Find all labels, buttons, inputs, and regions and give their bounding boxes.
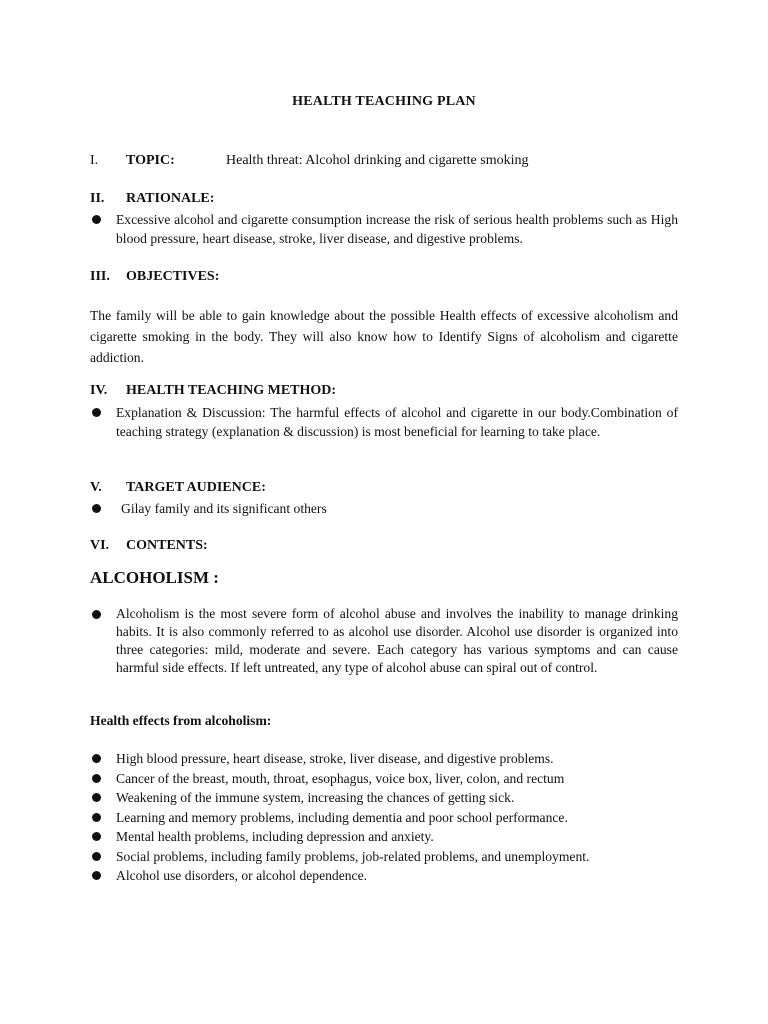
list-item: Weakening of the immune system, increasing the chances of getting sick. bbox=[90, 788, 690, 808]
rationale-text: Excessive alcohol and cigarette consumption increase the risk of serious health problems such as High blood pressure, heart disease, stroke, liver disease, and digestive problems. bbox=[116, 212, 678, 246]
bullet-icon bbox=[92, 774, 101, 783]
topic-number: I. bbox=[90, 153, 99, 168]
document-title: HEALTH TEACHING PLAN bbox=[292, 94, 476, 109]
alcoholism-text: Alcoholism is the most severe form of alcohol abuse and involves the inability to manage drinking habits. It is also commonly referred to as alcohol use disorder. Alcohol use disorder is organized into three categories: mild, moderate and severe. Each category has various symptoms and can cause harmful side effects. If left untreated, any type of alcohol abuse can spiral out of control. bbox=[116, 606, 678, 675]
effects-heading: Health effects from alcoholism: bbox=[90, 713, 272, 728]
list-item: High blood pressure, heart disease, stroke, liver disease, and digestive problems. bbox=[90, 749, 690, 769]
list-item: Social problems, including family problems, job-related problems, and unemployment. bbox=[90, 847, 690, 867]
objectives-number: III. bbox=[90, 269, 110, 284]
bullet-icon bbox=[92, 754, 101, 763]
method-bullet bbox=[90, 403, 678, 441]
objectives-heading bbox=[90, 269, 219, 285]
list-item: Cancer of the breast, mouth, throat, esophagus, voice box, liver, colon, and rectum bbox=[90, 769, 690, 789]
topic-label: TOPIC: bbox=[126, 153, 175, 168]
bullet-icon bbox=[92, 813, 101, 822]
method-number: IV. bbox=[90, 383, 108, 398]
list-item: Learning and memory problems, including dementia and poor school performance. bbox=[90, 808, 690, 828]
audience-bullet bbox=[90, 499, 678, 518]
topic-value: Health threat: Alcohol drinking and cigarette smoking bbox=[226, 153, 529, 168]
bullet-icon bbox=[92, 504, 101, 513]
alcoholism-heading: ALCOHOLISM : bbox=[90, 568, 219, 587]
rationale-label: RATIONALE: bbox=[126, 191, 215, 206]
method-heading bbox=[90, 383, 336, 399]
objectives-label: OBJECTIVES: bbox=[126, 269, 220, 284]
list-item: Mental health problems, including depression and anxiety. bbox=[90, 827, 690, 847]
alcoholism-bullet bbox=[90, 605, 678, 677]
bullet-icon bbox=[92, 610, 101, 619]
bullet-icon bbox=[92, 408, 101, 417]
rationale-number: II. bbox=[90, 191, 105, 206]
bullet-icon bbox=[92, 852, 101, 861]
contents-number: VI. bbox=[90, 538, 110, 553]
rationale-bullet bbox=[90, 210, 678, 248]
audience-number: V. bbox=[90, 480, 102, 495]
bullet-icon bbox=[92, 793, 101, 802]
rationale-heading bbox=[90, 191, 214, 207]
method-text: Explanation & Discussion: The harmful effects of alcohol and cigarette in our body.Combination of teaching strategy (explanation & discussion) is most beneficial for learning to take place. bbox=[116, 405, 678, 439]
contents-label: CONTENTS: bbox=[126, 538, 208, 553]
list-item: Alcohol use disorders, or alcohol dependence. bbox=[90, 866, 690, 886]
audience-label: TARGET AUDIENCE: bbox=[126, 480, 266, 495]
bullet-icon bbox=[92, 215, 101, 224]
method-label: HEALTH TEACHING METHOD: bbox=[126, 383, 337, 398]
topic-section bbox=[90, 153, 690, 169]
bullet-icon bbox=[92, 832, 101, 841]
contents-heading bbox=[90, 538, 208, 554]
bullet-icon bbox=[92, 871, 101, 880]
effects-list bbox=[90, 749, 690, 886]
audience-text: Gilay family and its significant others bbox=[121, 501, 327, 516]
objectives-text: The family will be able to gain knowledge about the possible Health effects of excessive alcoholism and cigarette smoking in the body. They will also know how to Identify Signs of alcoholism and cigarette addiction. bbox=[90, 308, 678, 365]
audience-heading bbox=[90, 480, 266, 496]
